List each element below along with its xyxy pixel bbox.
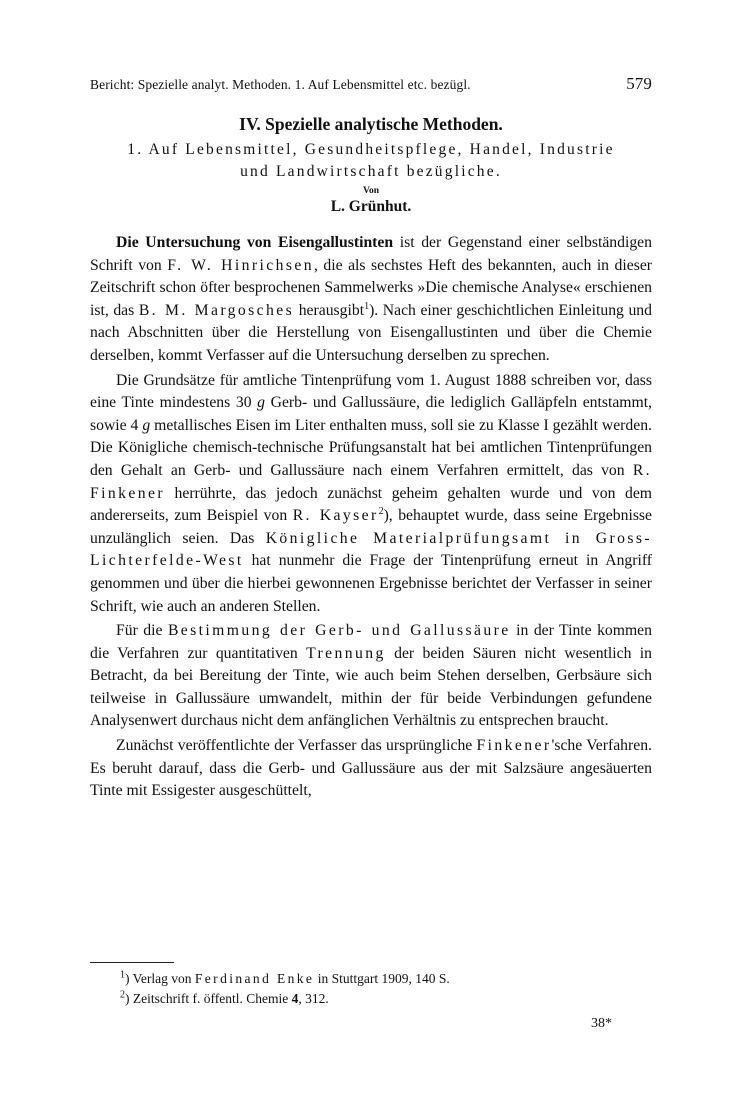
emphasis: Trennung (306, 644, 386, 662)
footnote-mark: 1 (120, 969, 125, 981)
footnotes (90, 962, 652, 1009)
text-run: ), behauptet wurde, dass seine Ergebnisse unzulänglich seien. Das (90, 507, 652, 547)
paragraph-2 (90, 370, 652, 619)
footnote-rule (90, 962, 174, 963)
volume-number: 4 (291, 991, 299, 1006)
von-label: Von (362, 186, 380, 196)
paragraph-4 (90, 735, 652, 803)
section-title: IV. Spezielle analytische Methoden. (239, 114, 503, 134)
text-run: hat nunmehr die Frage der Tintenprüfung erneut in Angriff genommen und über die hierbei gewonnenen Ergebnisse berichtet der Verfasser in seiner Schrift, wie auch an anderen Stellen. (90, 552, 652, 615)
bold-lead: Die Untersuchung von Eisengallustinten (116, 234, 394, 251)
text-run: herausgibt (294, 301, 365, 319)
footnote-mark: 2 (120, 989, 125, 1001)
signature-mark: 38* (591, 1016, 612, 1031)
footnote-1 (90, 969, 652, 989)
page (90, 74, 652, 803)
author-name: L. Grünhut. (330, 198, 412, 215)
text-run: der beiden Säuren nicht wesentlich in Betracht, da bei Bereitung der Tinte, wie auch beim Stehen derselben, Gerbsäure sich teilweise in Gallussäure umwandelt, mithin der für beide Verbindungen gefundene Analysenwert durchaus nicht dem anfänglichen Verhältnis zu entsprechen braucht. (90, 644, 652, 730)
person-name: R. Finkener (90, 461, 652, 502)
text-run: metallisches Eisen im Liter enthalten muss, soll sie zu Klasse I gezählt werden. Die Königliche chemisch-technische Prüfungsanstalt hat bei amtlichen Tintenprüfungen den Gehalt an Gerb- und Gallussäure nach einem Verfahren ermittelt, das von (90, 416, 652, 479)
unit: g (257, 394, 265, 412)
person-name: F. W. Hinrichsen (167, 256, 314, 274)
footnote-ref-2: 2 (378, 505, 384, 517)
text-run: ist der Gegenstand einer selbständigen Schrift von (90, 234, 652, 274)
section-subtitle (90, 139, 652, 183)
subtitle-line-2: und Landwirtschaft bezügliche. (240, 163, 502, 180)
text-run: , 312. (298, 991, 329, 1006)
paragraph-3 (90, 620, 652, 733)
person-name: Finkener (476, 737, 552, 755)
text-run: 'sche Verfahren. Es beruht darauf, dass die Gerb- und Gallussäure aus der mit Salzsäure angesäuerten Tinte mit Essigester ausgeschüttelt, (90, 737, 652, 800)
text-run: ) Zeitschrift f. öffentl. Chemie (125, 991, 292, 1006)
text-run: herrührte, das jedoch zunächst geheim gehalten wurde und von dem andererseits, zum Beispiel von (90, 484, 652, 525)
article-body (90, 232, 652, 803)
person-name: B. M. Margosches (138, 301, 295, 319)
subtitle-line-1: 1. Auf Lebensmittel, Gesundheitspflege, Handel, Industrie (127, 141, 615, 158)
unit: g (142, 416, 151, 434)
text-run: in Stuttgart 1909, 140 S. (314, 971, 450, 986)
text-run: Zunächst veröffentlichte der Verfasser das ursprüngliche (116, 737, 477, 755)
text-run: in der Tinte kommen die Verfahren zur quantitativen (90, 622, 652, 662)
text-run: ). Nach einer geschichtlichen Einleitung und nach Abschnitten über die Herstellung von Eisengallustinten und über die Chemie derselben, kommt Verfasser auf die Untersuchung derselben zu sprechen. (90, 301, 652, 364)
footnote-ref-1: 1 (364, 300, 370, 312)
text-run: Gerb- und Gallussäure, die lediglich Galläpfeln entstammt, sowie 4 (90, 394, 652, 434)
text-run: , die als sechstes Heft des bekannten, auch in dieser Zeitschrift schon öfter besprochenen Sammelwerks »Die chemische Analyse« erschienen ist, das (90, 256, 653, 319)
running-title: Bericht: Spezielle analyt. Methoden. 1. Auf Lebensmittel etc. bezügl. (90, 77, 471, 92)
text-run: Die Grundsätze für amtliche Tintenprüfung vom 1. August 1888 schreiben vor, dass eine Tinte mindestens 30 (90, 371, 652, 412)
text-run: Für die (116, 622, 168, 640)
page-number: 579 (626, 74, 652, 93)
text-run: ) Verlag von (125, 971, 195, 986)
person-name: R. Kayser (292, 507, 379, 525)
emphasis: Bestimmung der Gerb- und Gallussäure (167, 622, 511, 640)
paragraph-1 (90, 232, 652, 368)
institution-name: Königliche Materialprüfungsamt in Gross-Lichterfelde-West (90, 529, 652, 570)
running-header (90, 74, 652, 100)
footnote-2 (90, 989, 652, 1009)
publisher-name: Ferdinand Enke (194, 971, 315, 986)
